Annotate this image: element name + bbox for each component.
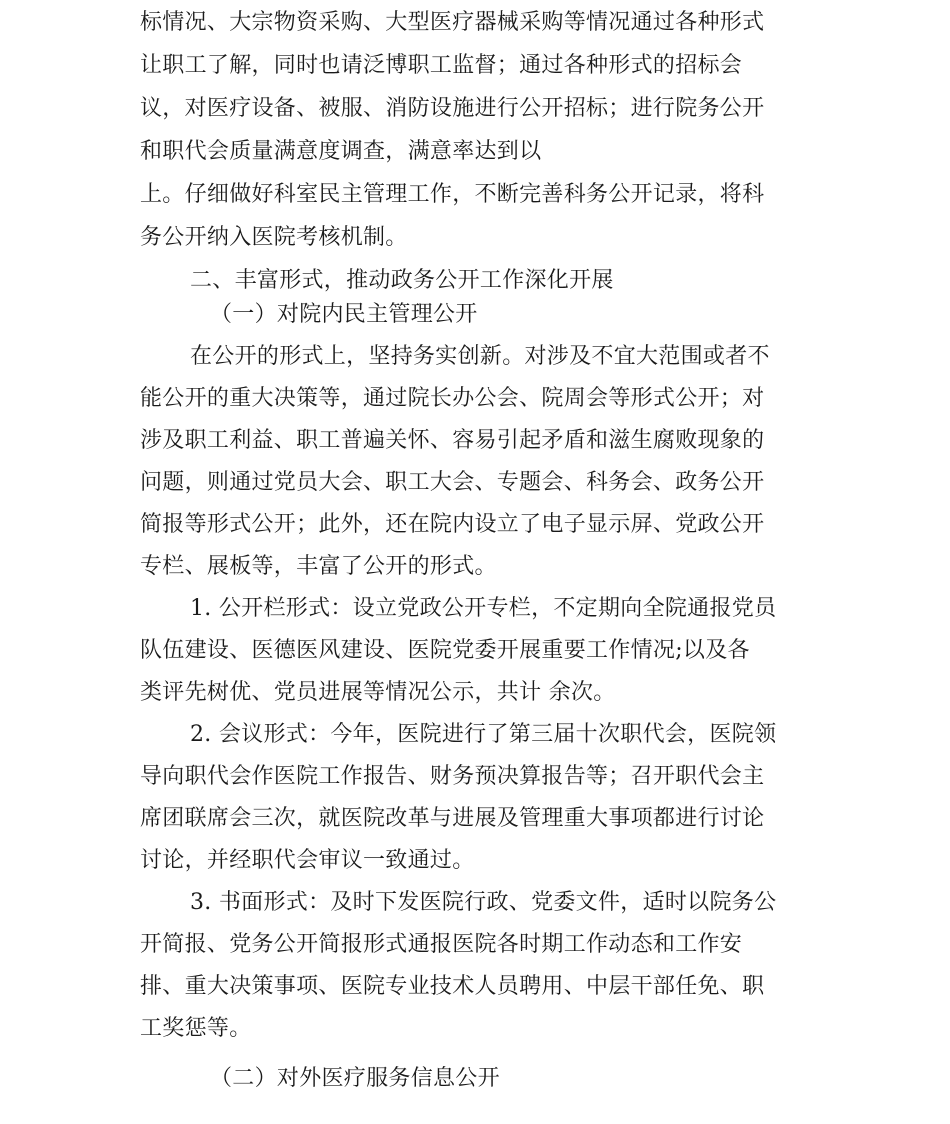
list-item-line: 3. 书面形式：及时下发医院行政、党委文件，适时以院务公 (190, 890, 777, 915)
paragraph-line: 和职代会质量满意度调查，满意率达到以 (140, 139, 542, 164)
paragraph-line: 在公开的形式上，坚持务实创新。对涉及不宜大范围或者不 (190, 344, 770, 369)
paragraph-line: 专栏、展板等，丰富了公开的形式。 (140, 554, 497, 579)
list-item-line: 排、重大决策事项、医院专业技术人员聘用、中层干部任免、职 (140, 974, 765, 999)
paragraph-line: 务公开纳入医院考核机制。 (140, 225, 408, 250)
list-item-line: 讨论，并经职代会审议一致通过。 (140, 848, 475, 873)
paragraph-line: 让职工了解，同时也请泛博职工监督；通过各种形式的招标会 (140, 53, 743, 78)
subsection-heading: （一）对院内民主管理公开 (210, 302, 478, 327)
paragraph-line: 简报等形式公开；此外，还在院内设立了电子显示屏、党政公开 (140, 512, 765, 537)
list-item-line: 导向职代会作医院工作报告、财务预决算报告等；召开职代会主 (140, 764, 765, 789)
list-item-line: 类评先树优、党员进展等情况公示，共计 余次。 (140, 680, 616, 705)
list-item-line: 席团联席会三次，就医院改革与进展及管理重大事项都进行讨论 (140, 806, 765, 831)
paragraph-line: 标情况、大宗物资采购、大型医疗器械采购等情况通过各种形式 (140, 10, 765, 35)
list-item-line: 开简报、党务公开简报形式通报医院各时期工作动态和工作安 (140, 932, 743, 957)
paragraph-line: 能公开的重大决策等，通过院长办公会、院周会等形式公开；对 (140, 386, 765, 411)
paragraph-line: 问题，则通过党员大会、职工大会、专题会、科务会、政务公开 (140, 470, 765, 495)
subsection-heading: （二）对外医疗服务信息公开 (210, 1066, 500, 1091)
list-item-line: 2. 会议形式：今年，医院进行了第三届十次职代会，医院领 (190, 722, 777, 747)
paragraph-line: 涉及职工利益、职工普遍关怀、容易引起矛盾和滋生腐败现象的 (140, 428, 765, 453)
list-item-line: 队伍建设、医德医风建设、医院党委开展重要工作情况;以及各 (140, 638, 750, 663)
list-item-line: 1. 公开栏形式：设立党政公开专栏，不定期向全院通报党员 (190, 596, 777, 621)
section-heading: 二、丰富形式，推动政务公开工作深化开展 (190, 268, 614, 293)
list-item-line: 工奖惩等。 (140, 1016, 252, 1041)
paragraph-line: 议，对医疗设备、被服、消防设施进行公开招标；进行院务公开 (140, 96, 765, 121)
paragraph-line: 上。仔细做好科室民主管理工作，不断完善科务公开记录，将科 (140, 182, 765, 207)
